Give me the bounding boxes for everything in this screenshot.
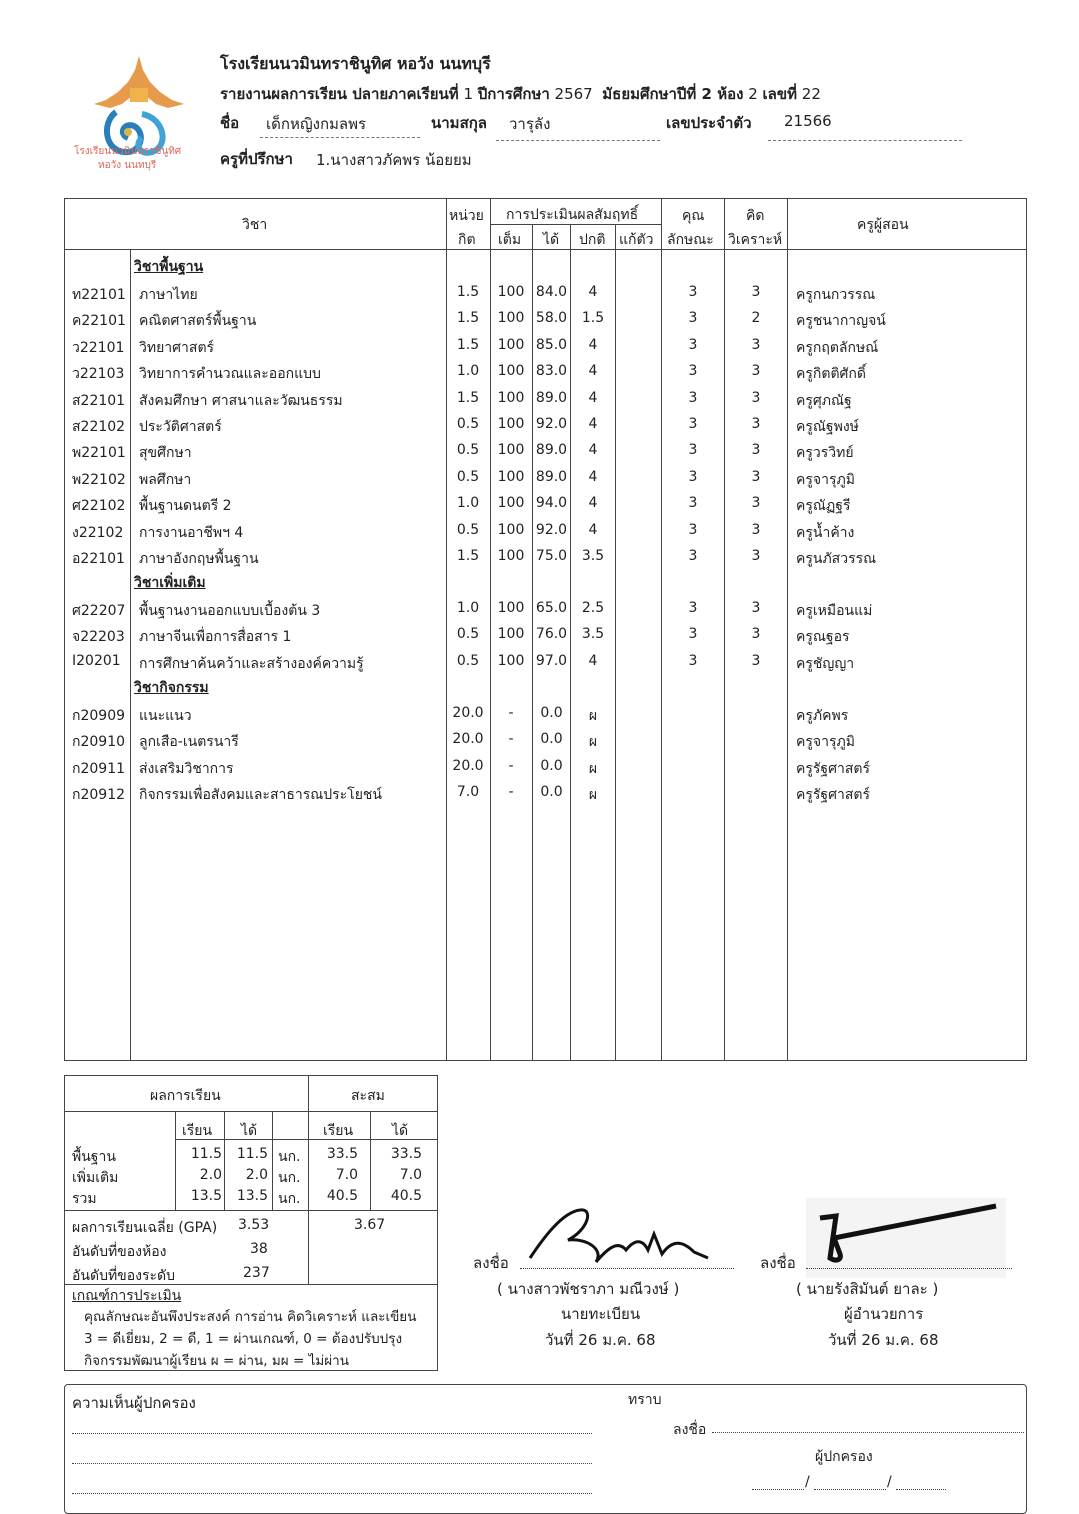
cell-full: 100 [497,548,525,564]
report-title: รายงานผลการเรียน ปลายภาคเรียนที่ [220,85,459,103]
cell-unit: 0.5 [456,442,480,459]
cell-got: 0.0 [540,757,563,774]
cell-char: 3 [688,416,698,432]
cell-code: ง22102 [72,524,124,541]
cell-teacher: ครูรัฐศาสตร์ [796,787,871,804]
cell-char: 3 [688,548,698,564]
col-assess: การประเมินผลสัมฤทธิ์ [506,207,639,223]
summary-cum-got-header: ได้ [392,1123,409,1139]
cell-think: 3 [751,626,761,643]
criteria-line-1: คุณลักษณะอันพึงประสงค์ การอ่าน คิดวิเคราะห์ และเขียน [84,1309,417,1325]
cell-grade: 4 [588,284,598,300]
cell-teacher: ครูกิตติศักดิ์ [796,366,866,383]
cell-full: - [508,757,514,774]
report-line [220,82,821,106]
school-name: โรงเรียนนวมินทราชินูทิศ หอวัง นนทบุรี [220,54,491,73]
cell-unit: 0.5 [456,468,480,485]
col-got: ได้ [543,232,560,248]
cell-think: 3 [751,652,761,669]
cell-got: 89.0 [535,389,568,406]
summary-cum_got: 7.0 [399,1167,422,1183]
cell-char: 3 [688,310,698,327]
summary-cum-study-header: เรียน [323,1123,354,1139]
cell-teacher: ครูณัฐพงษ์ [796,419,859,435]
gpa-cumulative: 3.67 [354,1217,386,1233]
cell-got: 85.0 [535,336,568,353]
name-label: ชื่อ [220,114,240,132]
cell-char: 3 [688,363,698,380]
cell-grade: 3.5 [581,626,605,643]
col-full: เต็ม [498,232,522,248]
col-unit-1: หน่วย [449,208,484,224]
student-no: 22 [801,85,821,103]
cell-code: อ22101 [72,551,125,567]
cell-got: 84.0 [535,284,568,300]
parent-sign-label: ลงชื่อ [673,1422,707,1438]
summary-cum_study: 40.5 [326,1188,358,1204]
cell-grade: 4 [588,652,598,669]
cell-unit: 1.0 [456,363,480,380]
cell-grade: 4 [588,521,598,538]
cell-grade: 4 [588,468,598,485]
cell-grade: 2.5 [581,600,605,616]
logo-text-1: โรงเรียนนวมินทราชินูทิศ [74,146,182,157]
cell-name: สุขศึกษา [139,445,192,462]
id-label: เลขประจำตัว [666,114,752,132]
col-char-1: คุณ [682,208,705,224]
rank-level-label: อันดับที่ของระดับ [72,1268,176,1284]
cell-full: 100 [497,363,525,380]
col-normal: ปกติ [579,232,606,248]
cell-char: 3 [688,626,698,643]
cell-think: 3 [751,336,761,353]
opinion-line-2[interactable] [72,1463,592,1464]
cell-grade: ผ [588,708,598,724]
cell-grade: 4 [588,389,598,406]
subject-row [0,780,1079,806]
cell-teacher: ครูจารุภูมิ [796,471,855,488]
cell-full: 100 [497,310,525,327]
opinion-line-1[interactable] [72,1433,592,1434]
cell-name: การศึกษาค้นคว้าและสร้างองค์ความรู้ [139,655,364,672]
rank-room: 38 [250,1241,268,1257]
cell-got: 65.0 [535,600,568,616]
cell-got: 76.0 [535,626,568,643]
parent-sign-line[interactable] [712,1432,1024,1433]
student-surname: วารุลัง [509,115,551,133]
cell-unit: 1.0 [456,600,480,616]
subject-row [0,386,1079,412]
subject-row [0,701,1079,727]
cell-think: 3 [751,389,761,406]
summary-unit: นก. [278,1149,301,1165]
cell-code: พ22101 [72,445,126,462]
subject-row [0,649,1079,675]
left-sign-label: ลงชื่อ [473,1254,509,1272]
cell-name: กิจกรรมเพื่อสังคมและสาธารณประโยชน์ [139,787,382,804]
subject-row [0,412,1079,438]
col-think-1: คิด [746,208,765,224]
cell-teacher: ครูณัฏฐรี [796,498,851,515]
cell-unit: 20.0 [452,757,484,774]
right-sign-date: วันที่ 26 ม.ค. 68 [828,1331,939,1349]
advisor-label: ครูที่ปรึกษา [220,150,293,168]
cell-got: 92.0 [535,521,568,538]
cell-think: 3 [751,416,761,432]
parent-role-label: ผู้ปกครอง [815,1449,873,1465]
cell-code: จ22203 [72,629,125,646]
col-fix: แก้ตัว [619,232,654,248]
opinion-line-3[interactable] [72,1493,592,1494]
left-sign-date: วันที่ 26 ม.ค. 68 [545,1331,656,1349]
cell-name: ลูกเสือ-เนตรนารี [139,734,239,751]
cell-grade: 4 [588,363,598,380]
cell-name: พื้นฐานดนตรี 2 [139,498,232,515]
summary-got: 11.5 [236,1146,268,1162]
cell-grade: 1.5 [581,310,605,327]
cell-grade: 4 [588,442,598,459]
cell-full: 100 [497,495,525,512]
cell-full: 100 [497,626,525,643]
summary-cum_study: 33.5 [326,1146,358,1162]
acknowledge-label: ทราบ [628,1392,662,1408]
cell-teacher: ครูวรวิทย์ [796,445,854,462]
surname-label: นามสกุล [431,114,487,132]
summary-cum_got: 33.5 [390,1146,422,1162]
col-teacher: ครูผู้สอน [857,217,909,233]
cell-full: 100 [497,336,525,353]
cell-got: 89.0 [535,442,568,459]
cell-teacher: ครูน้ำค้าง [796,524,855,541]
summary-got: 13.5 [236,1188,268,1204]
cell-unit: 1.5 [456,336,480,353]
cell-unit: 1.5 [456,284,480,300]
section-basic: วิชาพื้นฐาน [134,259,204,275]
cell-teacher: ครูเหมือนแม่ [796,603,873,619]
cell-full: 100 [497,652,525,669]
summary-label: เพิ่มเติม [72,1170,119,1186]
student-name: เด็กหญิงกมลพร [266,115,367,133]
section-extra: วิชาเพิ่มเติม [134,575,206,591]
subject-row [0,544,1079,570]
cell-name: วิทยาการคำนวณและออกแบบ [139,366,321,383]
subject-row [0,359,1079,385]
right-signer-position: ผู้อำนวยการ [844,1305,924,1323]
cell-code: ค22101 [72,313,126,330]
cell-got: 92.0 [535,416,568,432]
cell-name: ภาษาอังกฤษพื้นฐาน [139,551,259,567]
cell-got: 89.0 [535,468,568,485]
cell-unit: 0.5 [456,652,480,669]
summary-study: 11.5 [190,1146,222,1162]
cell-teacher: ครูภัคพร [796,708,849,724]
cell-char: 3 [688,442,698,459]
logo-text-2: หอวัง นนทบุรี [98,160,157,171]
cell-name: พื้นฐานงานออกแบบเบื้องต้น 3 [139,603,321,619]
summary-unit: นก. [278,1191,301,1207]
cell-teacher: ครูศุภณัฐ [796,392,852,409]
cell-got: 58.0 [535,310,568,327]
cell-think: 3 [751,363,761,380]
cell-name: ประวัติศาสตร์ [139,419,222,435]
cell-think: 3 [751,495,761,512]
subject-row [0,622,1079,648]
cell-got: 0.0 [540,784,563,801]
criteria-title: เกณฑ์การประเมิน [72,1288,182,1304]
summary-study-header: เรียน [182,1123,213,1139]
cell-got: 75.0 [535,548,568,564]
cell-think: 2 [751,310,761,327]
cell-unit: 1.5 [456,310,480,327]
cell-think: 3 [751,442,761,459]
cell-teacher: ครูนภัสวรรณ [796,551,877,567]
subject-row [0,518,1079,544]
cell-unit: 1.5 [456,389,480,406]
parent-opinion-box [64,1384,1027,1514]
cell-code: ว22101 [72,339,125,356]
cell-name: ภาษาไทย [139,287,198,303]
cell-full: 100 [497,389,525,406]
cell-code: ก20910 [72,734,126,751]
cell-unit: 0.5 [456,521,480,538]
cell-name: คณิตศาสตร์พื้นฐาน [139,313,257,330]
subject-row [0,596,1079,622]
room: 2 [748,85,758,103]
rank-room-label: อันดับที่ของห้อง [72,1244,167,1260]
cell-code: ก20912 [72,787,126,804]
summary-cumulative-header: สะสม [351,1088,385,1104]
cell-teacher: ครูชนากาญจน์ [796,313,886,330]
cell-name: แนะแนว [139,708,192,724]
cell-grade: ผ [588,760,598,777]
cell-char: 3 [688,652,698,669]
date-month[interactable] [814,1489,886,1490]
summary-cum_study: 7.0 [335,1167,358,1183]
subject-row [0,280,1079,306]
subject-row [0,465,1079,491]
cell-name: สังคมศึกษา ศาสนาและวัฒนธรรม [139,392,343,409]
cell-code: ส22101 [72,392,126,409]
semester: 1 [463,85,473,103]
rank-level: 237 [243,1265,270,1281]
cell-think: 3 [751,548,761,564]
left-signer-position: นายทะเบียน [561,1305,641,1323]
advisor-name: 1.นางสาวภัคพร น้อยยม [316,151,472,169]
cell-char: 3 [688,284,698,300]
cell-unit: 0.5 [456,416,480,432]
date-sep-2: / [887,1474,892,1490]
cell-teacher: ครูกนกวรรณ [796,287,876,303]
cell-grade: 4 [588,416,598,432]
cell-char: 3 [688,600,698,616]
cell-name: การงานอาชีพฯ 4 [139,524,244,541]
summary-cum_got: 40.5 [390,1188,422,1204]
cell-grade: 4 [588,495,598,512]
school-logo [72,52,207,180]
subject-row [0,754,1079,780]
cell-think: 3 [751,468,761,485]
cell-name: วิทยาศาสตร์ [139,339,215,356]
cell-full: - [508,784,514,801]
date-day[interactable] [752,1489,804,1490]
col-subject: วิชา [242,217,268,233]
summary-got-header: ได้ [241,1123,258,1139]
cell-code: ก20909 [72,708,126,724]
cell-teacher: ครูจารุภูมิ [796,734,855,751]
cell-code: I20201 [72,652,121,669]
cell-grade: ผ [588,734,598,751]
year-label: ปีการศึกษา [477,85,550,103]
gpa-value: 3.53 [238,1217,270,1233]
col-unit-2: กิต [458,232,476,248]
cell-full: 100 [497,521,525,538]
cell-full: 100 [497,416,525,432]
no-label: เลขที่ [762,85,798,103]
cell-grade: 4 [588,336,598,353]
criteria-line-3: กิจกรรมพัฒนาผู้เรียน ผ = ผ่าน, มผ = ไม่ผ่าน [84,1353,349,1369]
cell-teacher: ครูกฤตลักษณ์ [796,339,879,356]
cell-full: 100 [497,600,525,616]
cell-unit: 1.0 [456,495,480,512]
cell-grade: ผ [588,787,598,804]
summary-label: รวม [72,1191,97,1207]
cell-char: 3 [688,389,698,406]
cell-char: 3 [688,521,698,538]
parent-opinion-label: ความเห็นผู้ปกครอง [72,1394,196,1412]
cell-got: 94.0 [535,495,568,512]
subject-row [0,333,1079,359]
cell-code: ก20911 [72,760,126,777]
cell-unit: 20.0 [452,731,484,748]
cell-think: 3 [751,284,761,300]
cell-char: 3 [688,336,698,353]
section-activity: วิชากิจกรรม [134,680,209,696]
cell-code: ท22101 [72,287,126,303]
subject-row [0,491,1079,517]
cell-full: - [508,705,514,721]
summary-got: 2.0 [245,1167,268,1183]
cell-full: - [508,731,514,748]
cell-got: 97.0 [535,652,568,669]
cell-code: ศ22102 [72,498,126,515]
col-char-2: ลักษณะ [667,232,714,248]
date-year[interactable] [896,1489,946,1490]
cell-char: 3 [688,495,698,512]
subject-row [0,438,1079,464]
summary-unit: นก. [278,1170,301,1186]
cell-got: 0.0 [540,731,563,748]
student-id: 21566 [784,112,832,130]
col-think-2: วิเคราะห์ [728,232,783,248]
summary-label: พื้นฐาน [72,1149,116,1165]
criteria-line-2: 3 = ดีเยี่ยม, 2 = ดี, 1 = ผ่านเกณฑ์, 0 = ต้องปรับปรุง [84,1331,403,1347]
cell-full: 100 [497,442,525,459]
left-signer-name: ( นางสาวพัชราภา มณีวงษ์ ) [497,1280,680,1298]
cell-think: 3 [751,521,761,538]
cell-name: พลศึกษา [139,471,192,488]
subject-row [0,727,1079,753]
cell-code: ว22103 [72,366,125,383]
cell-unit: 20.0 [452,705,484,721]
cell-unit: 7.0 [456,784,480,801]
cell-char: 3 [688,468,698,485]
cell-name: ส่งเสริมวิชาการ [139,760,234,777]
grade-label: มัธยมศึกษาปีที่ 2 ห้อง [602,85,744,103]
cell-code: ศ22207 [72,603,126,619]
cell-got: 0.0 [540,705,563,721]
subject-row [0,306,1079,332]
cell-code: พ22102 [72,471,126,488]
cell-unit: 1.5 [456,548,480,564]
year: 2567 [554,85,593,103]
cell-code: ส22102 [72,419,126,435]
cell-unit: 0.5 [456,626,480,643]
cell-grade: 3.5 [581,548,605,564]
cell-full: 100 [497,284,525,300]
cell-teacher: ครูณฐอร [796,629,850,646]
cell-got: 83.0 [535,363,568,380]
cell-think: 3 [751,600,761,616]
right-signer-name: ( นายรังสิมันต์ ยาละ ) [796,1280,939,1298]
right-sign-label: ลงชื่อ [760,1254,796,1272]
cell-full: 100 [497,468,525,485]
cell-teacher: ครูชัญญา [796,655,855,672]
date-sep-1: / [805,1474,810,1490]
cell-teacher: ครูรัฐศาสตร์ [796,760,871,777]
summary-study: 2.0 [199,1167,222,1183]
summary-result-header: ผลการเรียน [150,1088,221,1104]
summary-study: 13.5 [190,1188,222,1204]
director-signature [806,1198,1006,1278]
cell-name: ภาษาจีนเพื่อการสื่อสาร 1 [139,629,292,646]
gpa-label: ผลการเรียนเฉลี่ย (GPA) [72,1220,218,1236]
